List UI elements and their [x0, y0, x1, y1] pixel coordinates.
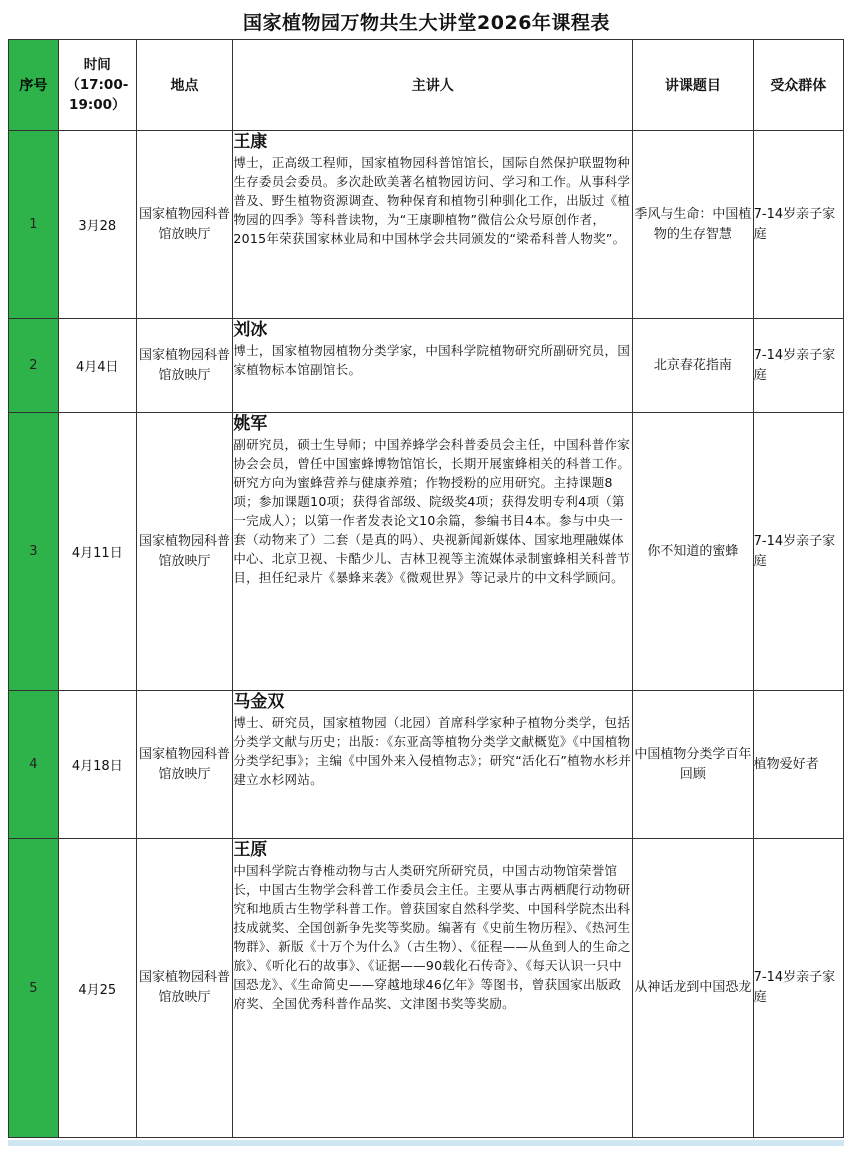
header-seq: 序号 — [9, 40, 59, 131]
row-speaker — [233, 691, 633, 839]
speaker-name: 刘冰 — [233, 320, 268, 340]
row-seq: 5 — [9, 839, 59, 1138]
row-topic: 中国植物分类学百年回顾 — [633, 691, 753, 839]
header-audience: 受众群体 — [753, 40, 843, 131]
row-topic: 你不知道的蜜蜂 — [633, 413, 753, 691]
speaker-bio: 博士，正高级工程师，国家植物园科普馆馆长，国际自然保护联盟物种生存委员会委员。多次赴欧美著名植物园访问、学习和工作。从事科学普及、野生植物资源调查、物种保育和植物引种驯化工作，出版过《植物园的四季》等科普读物，为“王康聊植物”微信公众号原创作者，2015年荣获国家林业局和中国林学会共同颁发的“梁希科普人物奖”。 — [233, 155, 631, 246]
header-time — [58, 40, 136, 131]
speaker-name: 王康 — [233, 132, 268, 152]
row-audience: 7-14岁亲子家庭 — [753, 131, 843, 319]
row-place: 国家植物园科普馆放映厅 — [136, 131, 233, 319]
row-date: 4月11日 — [58, 413, 136, 691]
speaker-name: 姚军 — [233, 414, 268, 434]
row-place: 国家植物园科普馆放映厅 — [136, 319, 233, 413]
row-audience: 7-14岁亲子家庭 — [753, 319, 843, 413]
speaker-name: 王原 — [233, 840, 268, 860]
row-place: 国家植物园科普馆放映厅 — [136, 691, 233, 839]
table-row — [9, 839, 844, 1138]
row-speaker — [233, 413, 633, 691]
table-row — [9, 413, 844, 691]
page-title: 国家植物园万物共生大讲堂2026年课程表 — [243, 12, 610, 34]
row-place: 国家植物园科普馆放映厅 — [136, 839, 233, 1138]
header-time-label: 时间（17:00-19:00） — [66, 57, 129, 113]
schedule-table — [8, 39, 844, 1138]
header-row — [9, 40, 844, 131]
speaker-bio: 副研究员，硕士生导师；中国养蜂学会科普委员会主任，中国科普作家协会会员，曾任中国蜜蜂博物馆馆长，长期开展蜜蜂相关的科普工作。研究方向为蜜蜂营养与健康养殖；作物授粉的应用研究。主持课题8项；参加课题10项；获得省部级、院级奖4项；获得发明专利4项（第一完成人）；以第一作者发表论文10余篇，参编书目4本。参与中央一套（动物来了）二套（是真的吗）、央视新闻新媒体、国家地理融媒体中心、北京卫视、卡酷少儿、吉林卫视等主流媒体录制蜜蜂相关科普节目，担任纪录片《暴蜂来袭》《微观世界》等记录片的中文科学顾问。 — [233, 437, 631, 585]
row-date: 4月25 — [58, 839, 136, 1138]
row-audience: 植物爱好者 — [753, 691, 843, 839]
header-place: 地点 — [136, 40, 233, 131]
row-place: 国家植物园科普馆放映厅 — [136, 413, 233, 691]
row-topic: 季风与生命：中国植物的生存智慧 — [633, 131, 753, 319]
row-seq: 3 — [9, 413, 59, 691]
row-seq: 2 — [9, 319, 59, 413]
row-topic: 从神话龙到中国恐龙 — [633, 839, 753, 1138]
row-speaker — [233, 131, 633, 319]
row-date: 3月28 — [58, 131, 136, 319]
next-row-strip — [8, 1140, 844, 1146]
row-date: 4月4日 — [58, 319, 136, 413]
row-audience: 7-14岁亲子家庭 — [753, 413, 843, 691]
row-seq: 4 — [9, 691, 59, 839]
speaker-bio: 博士、研究员，国家植物园（北园）首席科学家种子植物分类学，包括分类学文献与历史；出版：《东亚高等植物分类学文献概览》《中国植物分类学纪事》；主编《中国外来入侵植物志》；研究“活化石”植物水杉并建立水杉网站。 — [233, 715, 632, 787]
row-seq: 1 — [9, 131, 59, 319]
speaker-bio: 博士，国家植物园植物分类学家，中国科学院植物研究所副研究员，国家植物标本馆副馆长。 — [233, 343, 631, 377]
row-speaker — [233, 319, 633, 413]
table-row — [9, 319, 844, 413]
row-speaker — [233, 839, 633, 1138]
table-row — [9, 131, 844, 319]
header-speaker: 主讲人 — [233, 40, 633, 131]
row-date: 4月18日 — [58, 691, 136, 839]
speaker-bio: 中国科学院古脊椎动物与古人类研究所研究员，中国古动物馆荣誉馆长，中国古生物学会科普工作委员会主任。主要从事古两栖爬行动物研究和地质古生物学科普工作。曾获国家自然科学奖、中国科学院杰出科技成就奖、全国创新争先奖等奖励。编著有《史前生物历程》、《热河生物群》、新版《十万个为什么》（古生物）、《征程——从鱼到人的生命之旅》、《听化石的故事》、《证据——90载化石传奇》、《每天认识一只中国恐龙》、《生命简史——穿越地球46亿年》等图书，曾获国家出版政府奖、全国优秀科普作品奖、文津图书奖等奖励。 — [233, 863, 631, 1011]
table-row — [9, 691, 844, 839]
speaker-name: 马金双 — [233, 692, 285, 712]
row-audience: 7-14岁亲子家庭 — [753, 839, 843, 1138]
header-topic: 讲课题目 — [633, 40, 753, 131]
row-topic: 北京春花指南 — [633, 319, 753, 413]
